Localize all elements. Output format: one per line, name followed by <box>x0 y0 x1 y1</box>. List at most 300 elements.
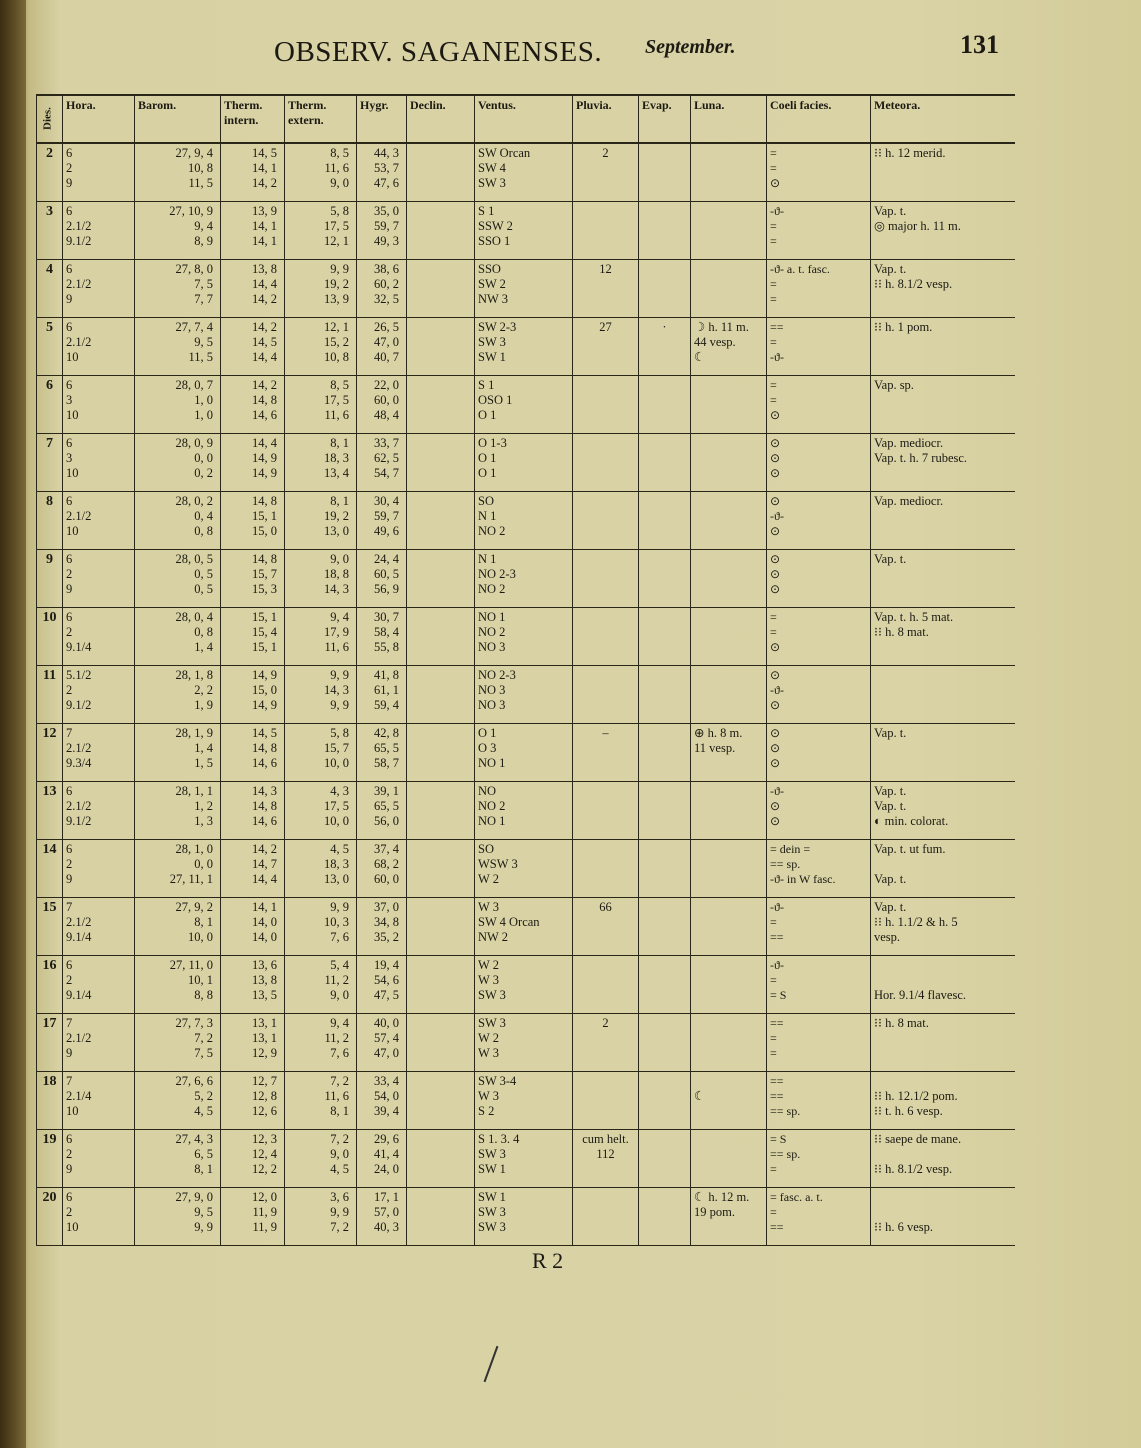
hygr-line: 42, 8 <box>374 726 399 740</box>
hora-line: 2.1/2 <box>66 915 92 929</box>
luna-cell <box>691 840 767 898</box>
hora-line: 2.1/2 <box>66 509 92 523</box>
therm-intern-cell <box>221 956 285 1014</box>
therm-extern-cell <box>285 1130 357 1188</box>
col-header-therm-intern: Therm. intern. <box>221 95 285 143</box>
ventus-cell <box>475 550 573 608</box>
declin-line <box>410 1205 471 1220</box>
ventus-line: N 1 <box>478 509 497 523</box>
hora-cell <box>63 1188 135 1246</box>
meteora-cell <box>871 1072 1015 1130</box>
hora-line: 7 <box>66 900 73 914</box>
ventus-line: SW 3 <box>478 176 506 190</box>
meteora-line: Vap. t. <box>874 552 907 566</box>
hora-cell <box>63 318 135 376</box>
ventus-line: SW 1 <box>478 1190 506 1204</box>
coeli-facies-cell <box>767 492 871 550</box>
table-row <box>37 202 1015 260</box>
hora-line: 2.1/2 <box>66 219 92 233</box>
therm-intern-line: 14, 2 <box>252 320 277 334</box>
col-header-hora: Hora. <box>63 95 135 143</box>
declin-line <box>410 567 471 582</box>
ventus-line: SW 3 <box>478 1016 506 1030</box>
luna-line <box>694 1074 763 1089</box>
barom-line: 5, 2 <box>194 1089 213 1103</box>
meteora-cell <box>871 550 1015 608</box>
meteora-line: vesp. <box>874 930 901 944</box>
coeli-facies-line: = <box>770 1162 777 1176</box>
luna-cell <box>691 376 767 434</box>
hygr-line: 17, 1 <box>374 1190 399 1204</box>
declin-line <box>410 610 471 625</box>
hygr-line: 47, 0 <box>374 1046 399 1060</box>
coeli-facies-cell <box>767 202 871 260</box>
coeli-facies-line: = <box>770 219 777 233</box>
luna-cell <box>691 434 767 492</box>
dies-cell: 13 <box>37 782 63 840</box>
barom-line: 28, 1, 9 <box>175 726 213 740</box>
barom-line: 4, 5 <box>194 1104 213 1118</box>
declin-line <box>410 640 471 655</box>
meteora-cell <box>871 782 1015 840</box>
hygr-line: 54, 6 <box>374 973 399 987</box>
meteora-line: ◐ min. colorat. <box>874 814 949 828</box>
luna-line: ☾ <box>694 350 706 364</box>
coeli-facies-cell <box>767 608 871 666</box>
therm-extern-line: 12, 1 <box>324 234 349 248</box>
evap-cell: · <box>639 318 691 376</box>
meteora-cell <box>871 376 1015 434</box>
therm-intern-line: 14, 8 <box>252 494 277 508</box>
therm-intern-cell <box>221 724 285 782</box>
page-title: OBSERV. SAGANENSES. <box>274 36 603 68</box>
barom-line: 28, 1, 1 <box>175 784 213 798</box>
declin-cell <box>407 1188 475 1246</box>
declin-cell <box>407 376 475 434</box>
hygr-line: 41, 8 <box>374 668 399 682</box>
ventus-cell <box>475 840 573 898</box>
ventus-line: NO 3 <box>478 683 506 697</box>
barom-line: 27, 11, 0 <box>169 958 213 972</box>
therm-intern-line: 14, 9 <box>252 451 277 465</box>
luna-cell <box>691 608 767 666</box>
ventus-line: NO 3 <box>478 698 506 712</box>
therm-extern-cell <box>285 143 357 202</box>
ventus-line: NO <box>478 784 497 798</box>
luna-line <box>694 958 763 973</box>
barom-line: 28, 0, 7 <box>175 378 213 392</box>
therm-intern-line: 15, 1 <box>252 640 277 654</box>
barom-cell <box>135 1014 221 1072</box>
hygr-line: 40, 0 <box>374 1016 399 1030</box>
coeli-facies-cell <box>767 376 871 434</box>
meteora-line <box>874 1205 1012 1220</box>
meteora-cell <box>871 608 1015 666</box>
declin-line <box>410 1104 471 1119</box>
hora-cell <box>63 1130 135 1188</box>
luna-line <box>694 466 763 481</box>
hygr-line: 40, 7 <box>374 350 399 364</box>
col-header-therm-extern: Therm. extern. <box>285 95 357 143</box>
barom-cell <box>135 724 221 782</box>
hygr-line: 47, 6 <box>374 176 399 190</box>
meteora-line <box>874 161 1012 176</box>
therm-extern-line: 17, 5 <box>324 799 349 813</box>
barom-line: 27, 4, 3 <box>175 1132 213 1146</box>
therm-intern-line: 11, 9 <box>252 1205 277 1219</box>
hora-cell <box>63 1072 135 1130</box>
luna-line <box>694 857 763 872</box>
barom-cell <box>135 666 221 724</box>
coeli-facies-cell <box>767 1014 871 1072</box>
therm-extern-line: 9, 0 <box>330 176 349 190</box>
barom-cell <box>135 898 221 956</box>
barom-line: 1, 0 <box>194 408 213 422</box>
declin-line <box>410 915 471 930</box>
therm-extern-cell <box>285 550 357 608</box>
hora-cell <box>63 1014 135 1072</box>
coeli-facies-line: ⊙ <box>770 552 781 566</box>
therm-intern-cell <box>221 143 285 202</box>
luna-line <box>694 814 763 829</box>
ventus-line: S 1 <box>478 204 495 218</box>
luna-line <box>694 1147 763 1162</box>
ventus-line: NW 3 <box>478 292 508 306</box>
hora-line: 2 <box>66 1147 73 1161</box>
luna-line <box>694 1104 763 1119</box>
ventus-line: SW 3 <box>478 1220 506 1234</box>
hygr-line: 40, 3 <box>374 1220 399 1234</box>
hygr-line: 55, 8 <box>374 640 399 654</box>
barom-line: 1, 3 <box>194 814 213 828</box>
table-row <box>37 434 1015 492</box>
barom-line: 8, 1 <box>194 1162 213 1176</box>
declin-line <box>410 930 471 945</box>
hygr-line: 54, 0 <box>374 1089 399 1103</box>
coeli-facies-line: == <box>770 1089 784 1103</box>
coeli-facies-line: ⊙ <box>770 582 781 596</box>
coeli-facies-cell <box>767 260 871 318</box>
hygr-line: 57, 0 <box>374 1205 399 1219</box>
hygr-line: 57, 4 <box>374 1031 399 1045</box>
table-row <box>37 666 1015 724</box>
hygr-line: 19, 4 <box>374 958 399 972</box>
meteora-line: Vap. t. h. 7 rubesc. <box>874 451 968 465</box>
coeli-facies-line: -ϑ- a. t. fasc. <box>770 262 830 276</box>
hygr-cell <box>357 724 407 782</box>
hora-line: 6 <box>66 146 73 160</box>
hygr-line: 30, 7 <box>374 610 399 624</box>
ventus-line: SW 1 <box>478 1162 506 1176</box>
coeli-facies-line: == sp. <box>770 857 801 871</box>
meteora-line <box>874 1147 1012 1162</box>
barom-cell <box>135 434 221 492</box>
ventus-line: SW 3 <box>478 335 506 349</box>
hora-line: 9.1/4 <box>66 930 92 944</box>
barom-cell <box>135 1188 221 1246</box>
barom-line: 7, 5 <box>194 1046 213 1060</box>
hygr-line: 26, 5 <box>374 320 399 334</box>
hygr-line: 35, 0 <box>374 204 399 218</box>
coeli-facies-cell <box>767 666 871 724</box>
dies-cell: 11 <box>37 666 63 724</box>
coeli-facies-line: = <box>770 973 777 987</box>
hora-cell <box>63 492 135 550</box>
hora-line: 9 <box>66 176 73 190</box>
hora-line: 6 <box>66 436 73 450</box>
dies-cell: 12 <box>37 724 63 782</box>
luna-line <box>694 204 763 219</box>
hygr-cell <box>357 550 407 608</box>
evap-cell <box>639 202 691 260</box>
luna-line <box>694 930 763 945</box>
coeli-facies-cell <box>767 318 871 376</box>
therm-intern-line: 12, 4 <box>252 1147 277 1161</box>
barom-line: 10, 1 <box>188 973 213 987</box>
therm-extern-cell <box>285 318 357 376</box>
therm-extern-line: 9, 9 <box>330 668 349 682</box>
barom-line: 27, 11, 1 <box>169 872 213 886</box>
therm-intern-line: 14, 8 <box>252 393 277 407</box>
pluvia-cell <box>573 840 639 898</box>
evap-cell <box>639 550 691 608</box>
declin-cell <box>407 1072 475 1130</box>
barom-line: 0, 0 <box>194 857 213 871</box>
table-row <box>37 1188 1015 1246</box>
declin-line <box>410 842 471 857</box>
therm-extern-line: 7, 6 <box>330 930 349 944</box>
therm-extern-line: 17, 5 <box>324 393 349 407</box>
hygr-line: 65, 5 <box>374 741 399 755</box>
barom-line: 2, 2 <box>194 683 213 697</box>
hygr-line: 41, 4 <box>374 1147 399 1161</box>
hora-cell <box>63 434 135 492</box>
table-row <box>37 376 1015 434</box>
hygr-line: 30, 4 <box>374 494 399 508</box>
ventus-line: SW 3 <box>478 1147 506 1161</box>
declin-line <box>410 1147 471 1162</box>
pluvia-cell: 2 <box>573 1014 639 1072</box>
hygr-cell <box>357 1014 407 1072</box>
col-header-luna: Luna. <box>691 95 767 143</box>
hygr-line: 39, 4 <box>374 1104 399 1118</box>
therm-extern-line: 4, 3 <box>330 784 349 798</box>
coeli-facies-line: -ϑ- <box>770 784 784 798</box>
ventus-line: NO 2-3 <box>478 567 516 581</box>
hora-line: 10 <box>66 466 79 480</box>
pluvia-cell <box>573 1188 639 1246</box>
hora-line: 3 <box>66 393 73 407</box>
therm-intern-line: 15, 4 <box>252 625 277 639</box>
coeli-facies-line: = <box>770 277 777 291</box>
therm-extern-line: 9, 4 <box>330 610 349 624</box>
hygr-line: 22, 0 <box>374 378 399 392</box>
declin-line <box>410 277 471 292</box>
hora-line: 2.1/2 <box>66 799 92 813</box>
hygr-line: 60, 2 <box>374 277 399 291</box>
therm-intern-line: 14, 9 <box>252 466 277 480</box>
pluvia-cell: 27 <box>573 318 639 376</box>
ventus-line: SW Orcan <box>478 146 531 160</box>
luna-line <box>694 842 763 857</box>
therm-intern-line: 14, 6 <box>252 756 277 770</box>
hora-line: 6 <box>66 842 73 856</box>
pluvia-cell: 66 <box>573 898 639 956</box>
ventus-line: S 1 <box>478 378 495 392</box>
dies-cell: 16 <box>37 956 63 1014</box>
ventus-line: SSO <box>478 262 501 276</box>
hygr-line: 58, 4 <box>374 625 399 639</box>
therm-extern-line: 12, 1 <box>324 320 349 334</box>
dies-cell: 4 <box>37 260 63 318</box>
ventus-line: S 1. 3. 4 <box>478 1132 520 1146</box>
ventus-line: SSW 2 <box>478 219 513 233</box>
ventus-line: W 2 <box>478 872 499 886</box>
col-header-meteora: Meteora. <box>871 95 1015 143</box>
hygr-cell <box>357 492 407 550</box>
coeli-facies-line: = S <box>770 988 787 1002</box>
evap-cell <box>639 724 691 782</box>
hygr-line: 56, 9 <box>374 582 399 596</box>
hora-line: 9 <box>66 872 73 886</box>
coeli-facies-cell <box>767 1072 871 1130</box>
ventus-line: O 1 <box>478 726 497 740</box>
therm-intern-cell <box>221 260 285 318</box>
barom-line: 7, 2 <box>194 1031 213 1045</box>
table-row <box>37 260 1015 318</box>
ventus-line: SW 3 <box>478 1205 506 1219</box>
hora-line: 9.1/2 <box>66 698 92 712</box>
therm-extern-line: 9, 9 <box>330 1205 349 1219</box>
meteora-line: ⁝⁝ h. 8 mat. <box>874 1016 929 1030</box>
barom-line: 27, 10, 9 <box>169 204 213 218</box>
therm-extern-line: 13, 0 <box>324 872 349 886</box>
therm-extern-line: 8, 1 <box>330 494 349 508</box>
ventus-cell <box>475 202 573 260</box>
therm-extern-line: 7, 2 <box>330 1220 349 1234</box>
meteora-cell <box>871 492 1015 550</box>
pluvia-cell <box>573 956 639 1014</box>
hora-line: 10 <box>66 350 79 364</box>
evap-cell <box>639 143 691 202</box>
therm-intern-line: 12, 6 <box>252 1104 277 1118</box>
luna-line <box>694 625 763 640</box>
luna-line <box>694 610 763 625</box>
pluvia-cell <box>573 434 639 492</box>
therm-intern-line: 13, 1 <box>252 1016 277 1030</box>
therm-intern-line: 15, 1 <box>252 509 277 523</box>
hora-line: 6 <box>66 494 73 508</box>
coeli-facies-line: -ϑ- <box>770 900 784 914</box>
ventus-line: SW 2 <box>478 277 506 291</box>
therm-extern-line: 11, 6 <box>324 1089 349 1103</box>
evap-cell <box>639 1072 691 1130</box>
hygr-line: 35, 2 <box>374 930 399 944</box>
coeli-facies-line: ⊙ <box>770 494 781 508</box>
meteora-line: Vap. mediocr. <box>874 494 944 508</box>
declin-line <box>410 335 471 350</box>
ventus-line: W 3 <box>478 1046 499 1060</box>
col-header-ventus: Ventus. <box>475 95 573 143</box>
meteora-line: Vap. t. <box>874 799 907 813</box>
coeli-facies-line: ⊙ <box>770 567 781 581</box>
therm-extern-line: 10, 0 <box>324 756 349 770</box>
barom-line: 28, 0, 9 <box>175 436 213 450</box>
coeli-facies-line: ⊙ <box>770 741 781 755</box>
therm-extern-cell <box>285 608 357 666</box>
dies-cell: 6 <box>37 376 63 434</box>
coeli-facies-line: == <box>770 1016 784 1030</box>
hora-line: 2 <box>66 973 73 987</box>
declin-line <box>410 784 471 799</box>
luna-line <box>694 799 763 814</box>
evap-cell <box>639 260 691 318</box>
luna-cell <box>691 956 767 1014</box>
luna-cell <box>691 1072 767 1130</box>
hora-line: 10 <box>66 1220 79 1234</box>
therm-extern-line: 15, 2 <box>324 335 349 349</box>
coeli-facies-line: ⊙ <box>770 799 781 813</box>
ventus-line: NW 2 <box>478 930 508 944</box>
therm-intern-line: 14, 9 <box>252 668 277 682</box>
therm-extern-line: 8, 1 <box>330 1104 349 1118</box>
therm-intern-line: 12, 7 <box>252 1074 277 1088</box>
declin-line <box>410 900 471 915</box>
coeli-facies-line: ⊙ <box>770 756 781 770</box>
therm-extern-line: 5, 4 <box>330 958 349 972</box>
declin-cell <box>407 956 475 1014</box>
therm-intern-cell <box>221 550 285 608</box>
meteora-line: Vap. mediocr. <box>874 436 944 450</box>
meteora-line: Vap. t. <box>874 872 907 886</box>
declin-line <box>410 350 471 365</box>
hora-line: 6 <box>66 610 73 624</box>
hora-line: 6 <box>66 552 73 566</box>
therm-extern-cell <box>285 782 357 840</box>
ventus-line: NO 1 <box>478 610 506 624</box>
coeli-facies-line: == sp. <box>770 1147 801 1161</box>
luna-line <box>694 277 763 292</box>
observations-table <box>36 94 1015 1246</box>
meteora-line: ⁝⁝ h. 1.1/2 & h. 5 <box>874 915 958 929</box>
therm-intern-line: 15, 0 <box>252 524 277 538</box>
therm-intern-line: 14, 5 <box>252 726 277 740</box>
barom-cell <box>135 376 221 434</box>
meteora-line <box>874 668 1012 683</box>
evap-cell <box>639 956 691 1014</box>
luna-line <box>694 784 763 799</box>
coeli-facies-cell <box>767 782 871 840</box>
pluvia-cell <box>573 608 639 666</box>
coeli-facies-line: ⊙ <box>770 451 781 465</box>
col-header-hygr: Hygr. <box>357 95 407 143</box>
meteora-cell <box>871 202 1015 260</box>
barom-cell <box>135 608 221 666</box>
meteora-line <box>874 958 1012 973</box>
table-row <box>37 492 1015 550</box>
table-header-row <box>37 95 1015 143</box>
therm-intern-line: 13, 8 <box>252 262 277 276</box>
therm-extern-line: 11, 6 <box>324 408 349 422</box>
therm-intern-line: 15, 7 <box>252 567 277 581</box>
meteora-line <box>874 1190 1012 1205</box>
hora-line: 6 <box>66 378 73 392</box>
table-row <box>37 898 1015 956</box>
luna-line: ☽ h. 11 m. <box>694 320 749 334</box>
meteora-line <box>874 756 1012 771</box>
coeli-facies-line: = <box>770 1031 777 1045</box>
barom-cell <box>135 550 221 608</box>
